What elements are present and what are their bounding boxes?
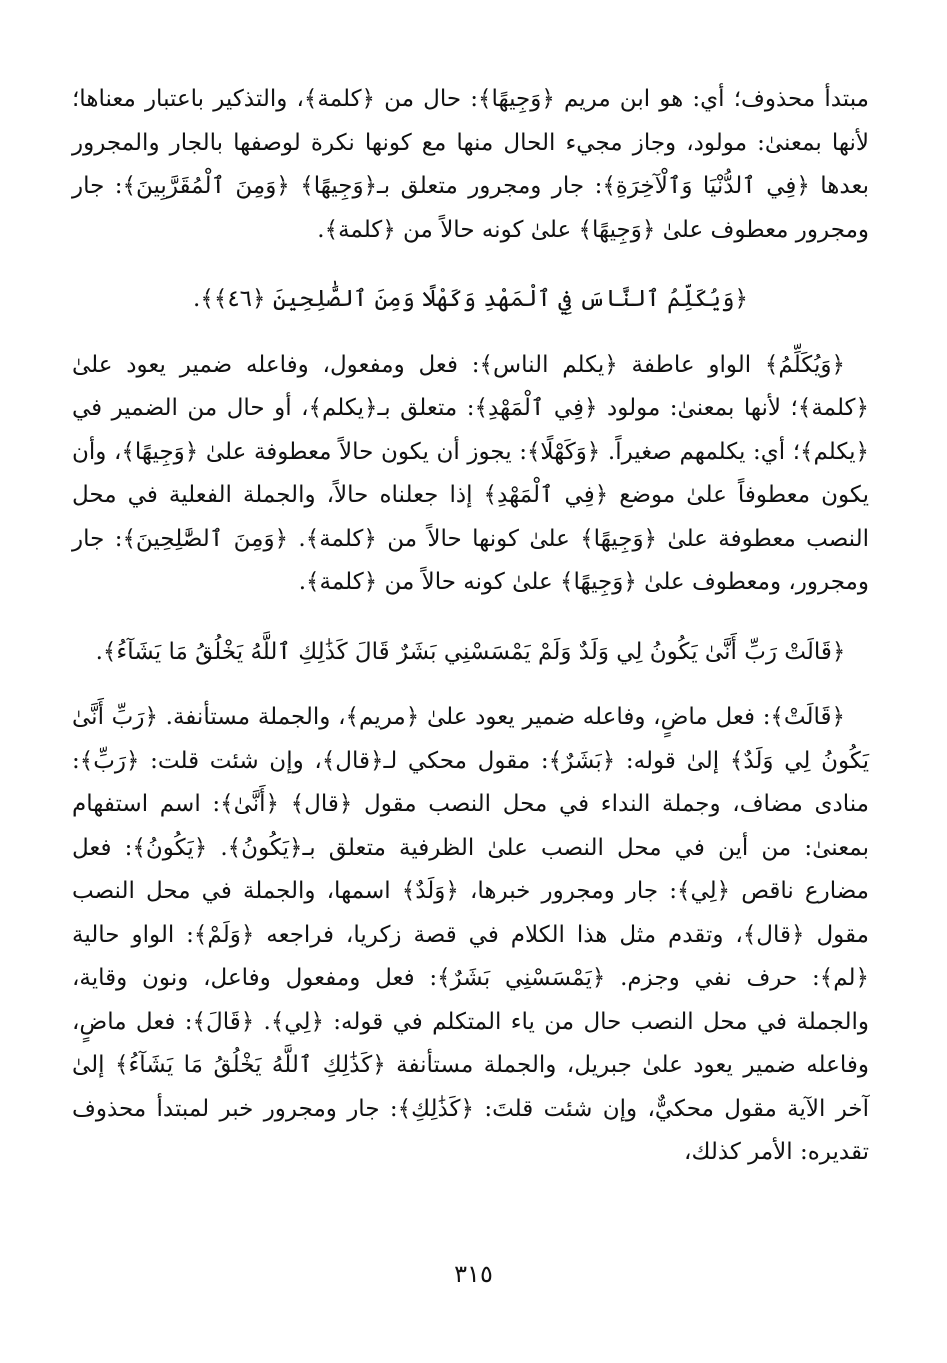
paragraph-1: مبتدأ محذوف؛ أي: هو ابن مريم ﴿وَجِيهًا﴾: حال من ﴿كلمة﴾، والتذكير باعتبار معناها؛ لأنها بمعنىٰ: مولود، وجاز مجيء الحال منها مع كونها نكرة لوصفها بالجار والمجرور بعدها ﴿فِي ٱلدُّنْيَا وَٱلْآخِرَةِ﴾: جار ومجرور متعلق بـ﴿وَجِيهًا﴾ ﴿وَمِنَ ٱلْمُقَرَّبِينَ﴾: جار ومجرور معطوف علىٰ ﴿وَجِيهًا﴾ علىٰ كونه حالاً من ﴿كلمة﴾. — [72, 86, 869, 243]
quran-verse-1: ﴿وَيُكَلِّمُ ٱلنَّاسَ فِي ٱلْمَهْدِ وَكَهْلًا وَمِنَ ٱلصَّٰلِحِينَ ﴿٤٦﴾﴾. — [193, 286, 748, 312]
paragraph-2: ﴿وَيُكَلِّمُ﴾ الواو عاطفة ﴿يكلم الناس﴾: فعل ومفعول، وفاعله ضمير يعود علىٰ ﴿كلمة﴾؛ لأنها بمعنىٰ: مولود ﴿فِي ٱلْمَهْدِ﴾: متعلق بـ﴿يكلم﴾، أو حال من الضمير في ﴿يكلم﴾؛ أي: يكلمهم صغيراً. ﴿وَكَهْلًا﴾: يجوز أن يكون حالاً معطوفة علىٰ ﴿وَجِيهًا﴾، وأن يكون معطوفاً علىٰ موضع ﴿فِي ٱلْمَهْدِ﴾ إذا جعلناه حالاً، والجملة الفعلية في محل النصب معطوفة علىٰ ﴿وَجِيهًا﴾ علىٰ كونها حالاً من ﴿كلمة﴾. ﴿وَمِنَ ٱلصَّٰلِحِينَ﴾: جار ومجرور، ومعطوف علىٰ ﴿وَجِيهًا﴾ علىٰ كونه حالاً من ﴿كلمة﴾. — [72, 351, 869, 595]
quran-verse-2: ﴿قَالَتْ رَبِّ أَنَّىٰ يَكُونُ لِي وَلَدٌ وَلَمْ يَمْسَسْنِي بَشَرٌ قَالَ كَذَٰلِكِ ٱللَّهُ يَخْلُقُ مَا يَشَآءُ﴾. — [95, 638, 846, 665]
page-body — [72, 78, 869, 1175]
paragraph-3: ﴿قَالَتْ﴾: فعل ماضٍ، وفاعله ضمير يعود علىٰ ﴿مريم﴾، والجملة مستأنفة. ﴿رَبِّ أَنَّىٰ يَكُونُ لِي وَلَدٌ﴾ إلىٰ قوله: ﴿بَشَرٌ﴾: مقول محكي لـ﴿قال﴾، وإن شئت قلت: ﴿رَبِّ﴾: منادى مضاف، وجملة النداء في محل النصب مقول ﴿قال﴾ ﴿أَنَّىٰ﴾: اسم استفهام بمعنىٰ: من أين في محل النصب علىٰ الظرفية متعلق بـ﴿يَكُونُ﴾. ﴿يَكُونُ﴾: فعل مضارع ناقص ﴿لِي﴾: جار ومجرور خبرها، ﴿وَلَدٌ﴾ اسمها، والجملة في محل النصب مقول ﴿قال﴾، وتقدم مثل هذا الكلام في قصة زكريا، فراجعه ﴿وَلَمْ﴾: الواو حالية ﴿لم﴾: حرف نفي وجزم. ﴿يَمْسَسْنِي بَشَرٌ﴾: فعل ومفعول وفاعل، ونون وقاية، والجملة في محل النصب حال من ياء المتكلم في قوله: ﴿لِي﴾. ﴿قَالَ﴾: فعل ماضٍ، وفاعله ضمير يعود علىٰ جبريل، والجملة مستأنفة ﴿كَذَٰلِكِ ٱللَّهُ يَخْلُقُ مَا يَشَآءُ﴾ إلىٰ آخر الآية مقول محكيٌّ، وإن شئت قلتَ: ﴿كَذَٰلِكِ﴾: جار ومجرور خبر لمبتدأ محذوف تقديره: الأمر كذلك، — [72, 704, 869, 1165]
page-number: ٣١٥ — [454, 1260, 493, 1288]
